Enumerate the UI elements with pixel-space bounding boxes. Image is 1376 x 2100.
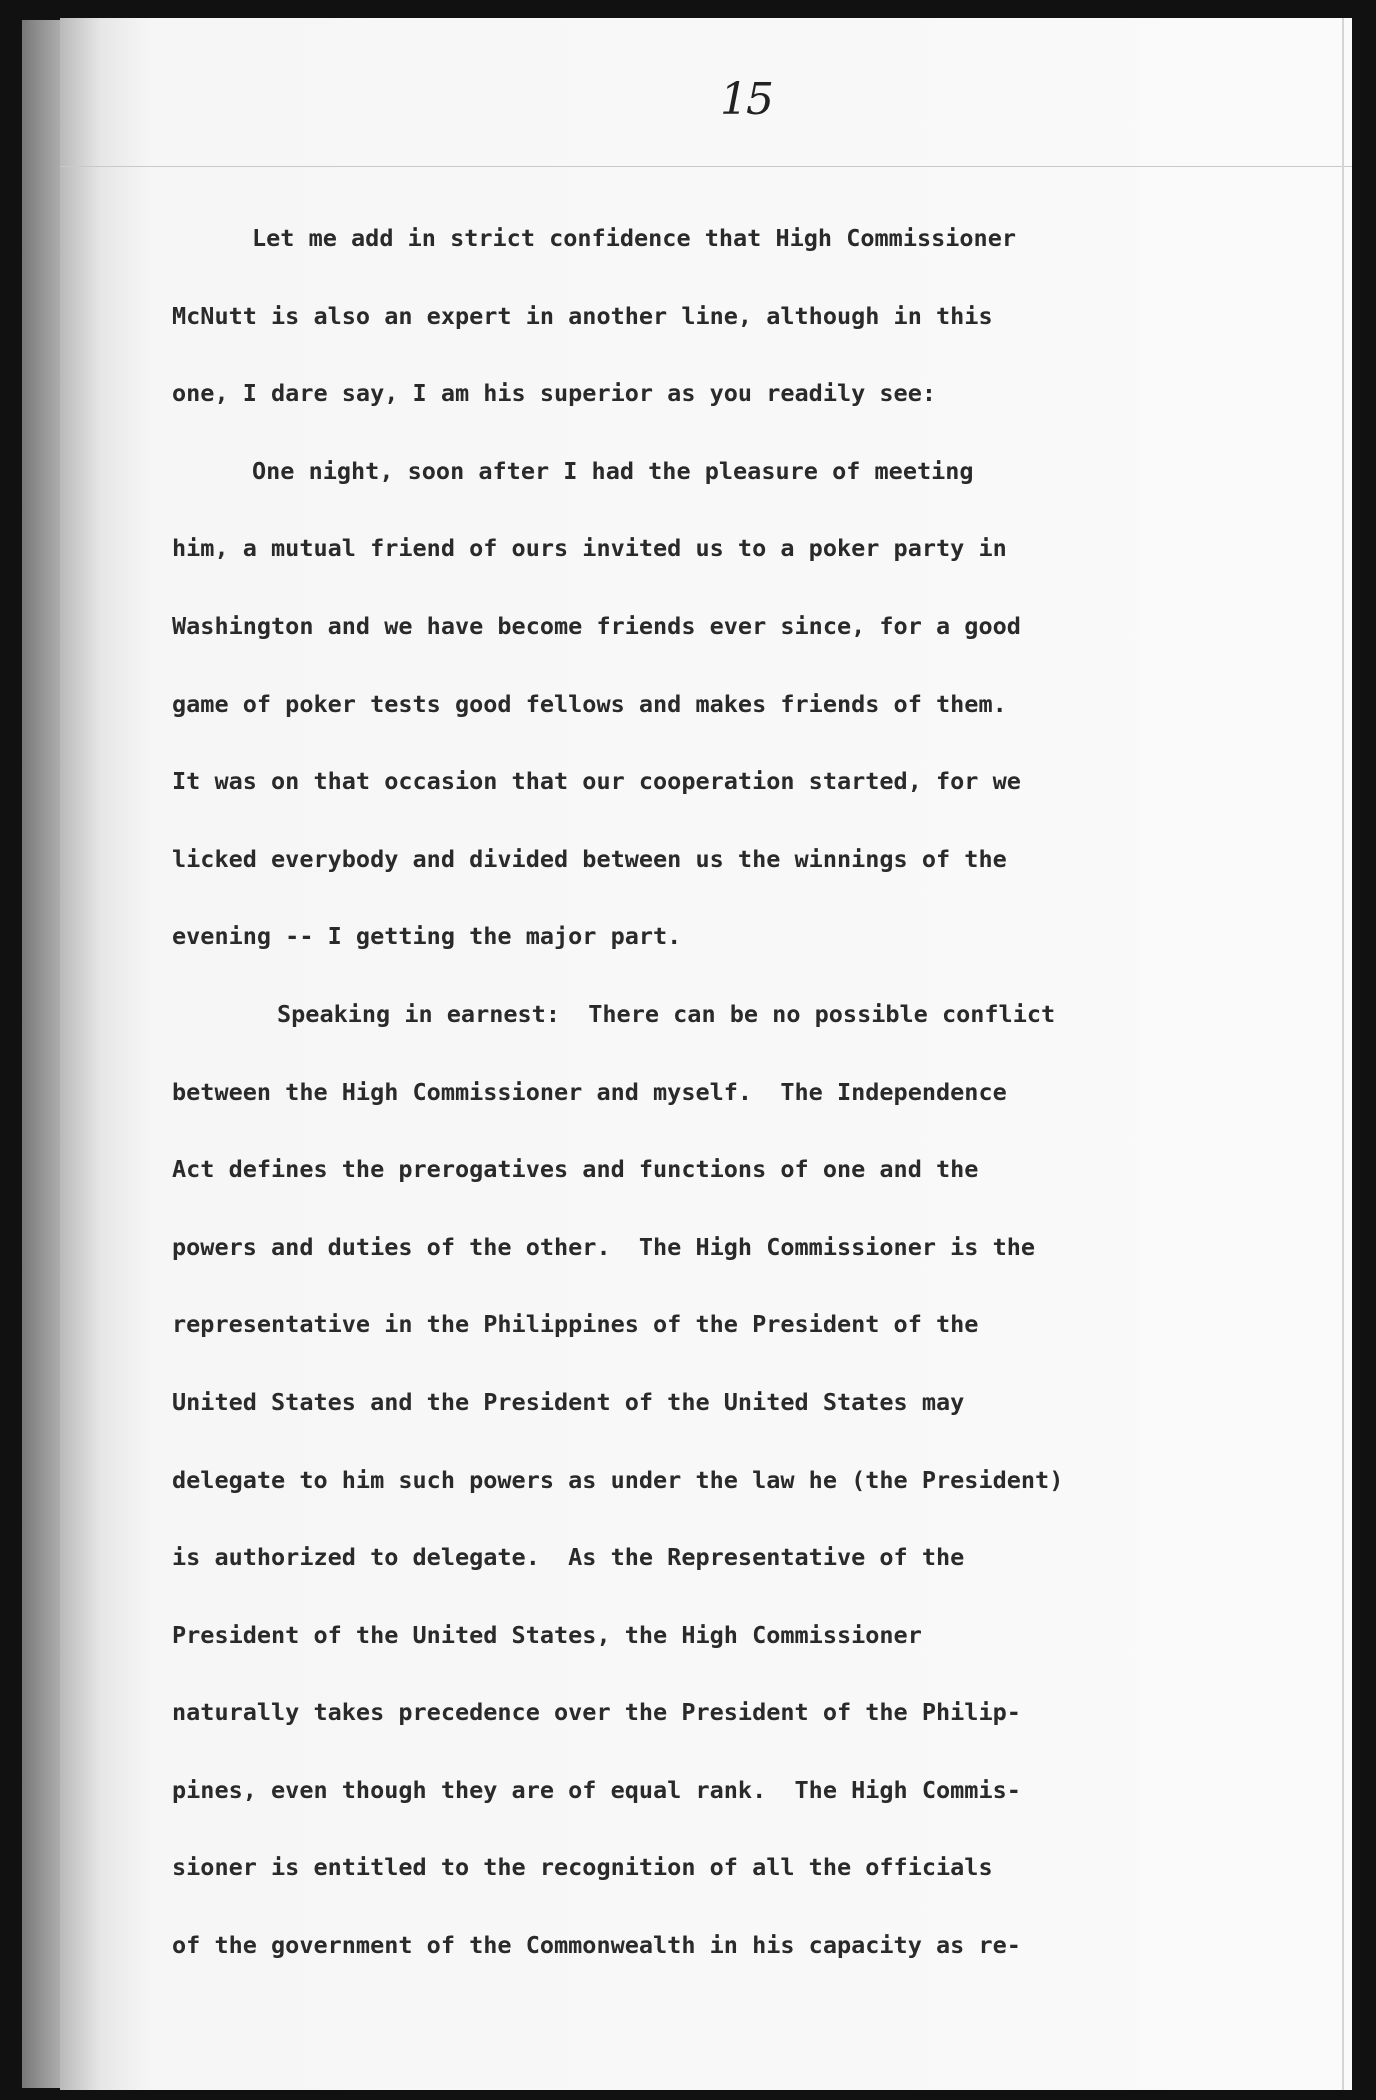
text-line: Let me add in strict confidence that High Commissioner <box>252 224 1017 252</box>
text-line: pines, even though they are of equal rank. The High Commis- <box>172 1775 1021 1804</box>
text-line: one, I dare say, I am his superior as you readily see: <box>172 379 937 408</box>
text-line: One night, soon after I had the pleasure of meeting <box>252 456 974 485</box>
page-edge <box>1342 18 1344 2090</box>
text-line: delegate to him such powers as under the law he (the President) <box>172 1465 1064 1494</box>
text-line: is authorized to delegate. As the Representative of the <box>172 1543 965 1572</box>
page-fold-line <box>60 166 1352 167</box>
text-line: game of poker tests good fellows and makes friends of them. <box>172 689 1007 718</box>
text-line: representative in the Philippines of the President of the <box>172 1310 979 1339</box>
typed-body-text <box>172 210 1192 1995</box>
text-line: President of the United States, the High Commissioner <box>172 1620 922 1649</box>
text-line: United States and the President of the United States may <box>172 1387 965 1416</box>
text-line: naturally takes precedence over the President of the Philip- <box>172 1698 1021 1727</box>
text-line: Speaking in earnest: There can be no possible conflict <box>277 999 1056 1028</box>
text-line: powers and duties of the other. The High Commissioner is the <box>172 1232 1036 1261</box>
page-number: 15 <box>720 74 772 125</box>
text-line: sioner is entitled to the recognition of all the officials <box>172 1853 993 1882</box>
text-line: of the government of the Commonwealth in his capacity as re- <box>172 1931 1021 1960</box>
text-line: between the High Commissioner and myself. The Independence <box>172 1077 1007 1106</box>
text-line: It was on that occasion that our cooperation started, for we <box>172 767 1021 796</box>
text-line: Washington and we have become friends ever since, for a good <box>172 611 1021 640</box>
text-line: evening -- I getting the major part. <box>172 922 682 951</box>
text-line: Act defines the prerogatives and functions of one and the <box>172 1155 979 1184</box>
text-line: McNutt is also an expert in another line, although in this <box>172 301 993 330</box>
text-line: licked everybody and divided between us the winnings of the <box>172 844 1007 873</box>
text-line: him, a mutual friend of ours invited us to a poker party in <box>172 534 1007 563</box>
